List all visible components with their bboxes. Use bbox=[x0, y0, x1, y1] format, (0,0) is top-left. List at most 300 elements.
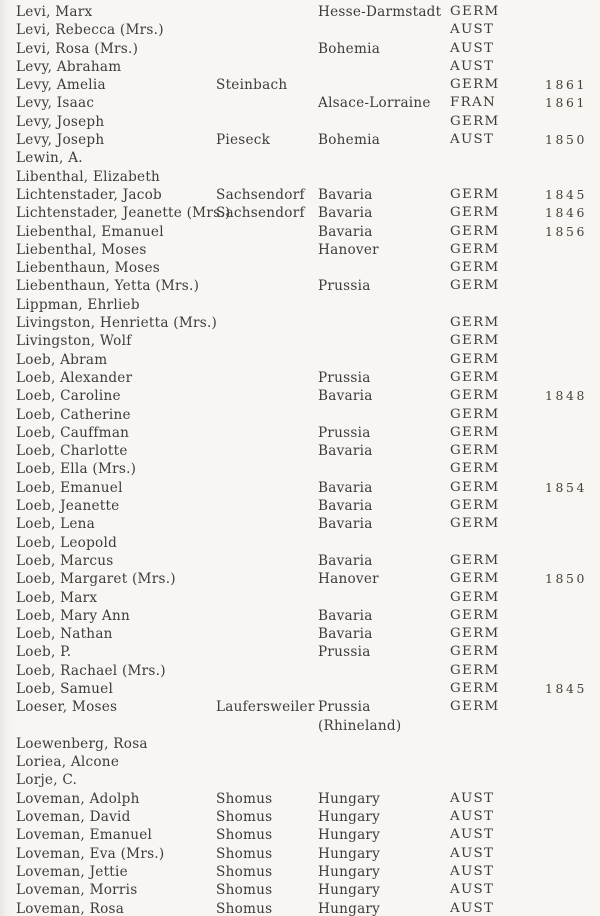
town-cell bbox=[216, 259, 318, 277]
year-cell bbox=[545, 168, 600, 186]
year-cell bbox=[545, 259, 600, 277]
town-cell bbox=[216, 223, 318, 241]
town-cell: Laufersweiler bbox=[216, 699, 315, 716]
region-cell: Bavaria bbox=[318, 479, 373, 496]
region-cell bbox=[318, 149, 450, 167]
region-cell: Hanover bbox=[318, 571, 379, 588]
region-cell: Hungary bbox=[318, 790, 381, 807]
region-cell: Bavaria bbox=[318, 443, 373, 460]
year-cell bbox=[545, 369, 600, 387]
region-cell: Prussia bbox=[318, 369, 371, 386]
entry-row bbox=[0, 460, 600, 478]
name-cell: Levi, Rosa (Mrs.) bbox=[16, 40, 139, 57]
entry-row bbox=[0, 570, 600, 588]
region-cell: (Rhineland) bbox=[318, 717, 402, 734]
region-cell bbox=[318, 351, 450, 369]
town-cell bbox=[216, 717, 318, 735]
entry-row bbox=[0, 680, 600, 698]
entry-row bbox=[0, 204, 600, 222]
year-cell bbox=[545, 863, 600, 881]
town-cell: Pieseck bbox=[216, 132, 271, 149]
town-cell bbox=[216, 149, 318, 167]
name-cell: Levy, Abraham bbox=[16, 58, 122, 75]
region-cell bbox=[318, 753, 450, 771]
entry-row bbox=[0, 113, 600, 131]
year-cell bbox=[545, 826, 600, 844]
entry-row bbox=[0, 387, 600, 405]
year-cell: 1861 bbox=[545, 77, 587, 93]
entry-row bbox=[0, 186, 600, 204]
town-cell: Shomus bbox=[216, 790, 273, 807]
region-cell bbox=[318, 296, 450, 314]
code-cell: GERM bbox=[450, 680, 500, 696]
entry-row bbox=[0, 223, 600, 241]
name-cell: Loriea, Alcone bbox=[16, 754, 120, 771]
entry-row bbox=[0, 790, 600, 808]
name-cell: Loeb, P. bbox=[16, 644, 72, 661]
entry-row bbox=[0, 534, 600, 552]
entry-row bbox=[0, 826, 600, 844]
code-cell: GERM bbox=[450, 388, 500, 404]
entry-row bbox=[0, 277, 600, 295]
town-cell bbox=[216, 771, 318, 789]
town-cell bbox=[216, 332, 318, 350]
year-cell bbox=[545, 21, 600, 39]
region-cell: Prussia bbox=[318, 424, 371, 441]
name-cell: Loeb, Mary Ann bbox=[16, 607, 130, 624]
year-cell bbox=[545, 625, 600, 643]
code-cell bbox=[450, 296, 545, 314]
year-cell bbox=[545, 534, 600, 552]
name-cell: Loeb, Leopold bbox=[16, 534, 118, 551]
name-cell: Levy, Isaac bbox=[16, 95, 95, 112]
town-cell bbox=[216, 40, 318, 58]
year-cell bbox=[545, 406, 600, 424]
year-cell bbox=[545, 460, 600, 478]
year-cell bbox=[545, 900, 600, 916]
entry-row bbox=[0, 369, 600, 387]
town-cell bbox=[216, 168, 318, 186]
code-cell: AUST bbox=[450, 827, 495, 843]
name-cell: Levy, Joseph bbox=[16, 132, 105, 149]
name-cell: Levy, Joseph bbox=[16, 113, 105, 130]
region-cell: Bohemia bbox=[318, 132, 381, 149]
entry-row bbox=[0, 845, 600, 863]
town-cell bbox=[216, 534, 318, 552]
region-cell bbox=[318, 680, 450, 698]
entry-row bbox=[0, 314, 600, 332]
year-cell bbox=[545, 753, 600, 771]
year-cell: 1848 bbox=[545, 388, 587, 404]
region-cell bbox=[318, 460, 450, 478]
name-cell: Lorje, C. bbox=[16, 772, 78, 789]
entry-row bbox=[0, 259, 600, 277]
region-cell bbox=[318, 259, 450, 277]
entry-row bbox=[0, 332, 600, 350]
code-cell: GERM bbox=[450, 443, 500, 459]
code-cell: FRAN bbox=[450, 95, 496, 111]
name-cell: Loeb, Marcus bbox=[16, 552, 114, 569]
entry-row bbox=[0, 149, 600, 167]
entry-row bbox=[0, 497, 600, 515]
entry-row bbox=[0, 76, 600, 94]
town-cell bbox=[216, 625, 318, 643]
code-cell bbox=[450, 771, 545, 789]
code-cell: GERM bbox=[450, 241, 500, 257]
code-cell: AUST bbox=[450, 882, 495, 898]
code-cell: GERM bbox=[450, 260, 500, 276]
name-cell: Lippman, Ehrlieb bbox=[16, 296, 140, 313]
name-cell: Levi, Rebecca (Mrs.) bbox=[16, 22, 164, 39]
region-cell: Hungary bbox=[318, 809, 381, 826]
code-cell: GERM bbox=[450, 424, 500, 440]
year-cell bbox=[545, 515, 600, 533]
code-cell: GERM bbox=[450, 644, 500, 660]
town-cell: Shomus bbox=[216, 845, 273, 862]
year-cell: 1845 bbox=[545, 680, 587, 696]
region-cell: Hanover bbox=[318, 241, 379, 258]
code-cell: AUST bbox=[450, 863, 495, 879]
region-cell bbox=[318, 168, 450, 186]
town-cell bbox=[216, 406, 318, 424]
town-cell bbox=[216, 442, 318, 460]
region-cell: Prussia bbox=[318, 278, 371, 295]
town-cell bbox=[216, 241, 318, 259]
entry-row bbox=[0, 900, 600, 916]
entry-row bbox=[0, 3, 600, 21]
code-cell: GERM bbox=[450, 186, 500, 202]
name-cell: Loveman, Adolph bbox=[16, 790, 140, 807]
town-cell bbox=[216, 277, 318, 295]
town-cell bbox=[216, 479, 318, 497]
name-cell: Loeb, Nathan bbox=[16, 626, 113, 643]
year-cell bbox=[545, 771, 600, 789]
name-cell: Loeb, Emanuel bbox=[16, 479, 123, 496]
code-cell: GERM bbox=[450, 516, 500, 532]
code-cell bbox=[450, 534, 545, 552]
town-cell bbox=[216, 607, 318, 625]
region-cell bbox=[318, 76, 450, 94]
year-cell bbox=[545, 589, 600, 607]
entry-row bbox=[0, 296, 600, 314]
entry-row bbox=[0, 424, 600, 442]
code-cell: GERM bbox=[450, 607, 500, 623]
code-cell bbox=[450, 717, 545, 735]
region-cell bbox=[318, 534, 450, 552]
region-cell bbox=[318, 332, 450, 350]
town-cell bbox=[216, 314, 318, 332]
name-cell: Loeb, Jeanette bbox=[16, 498, 120, 515]
code-cell: GERM bbox=[450, 113, 500, 129]
region-cell bbox=[318, 771, 450, 789]
year-cell: 1856 bbox=[545, 223, 587, 239]
name-cell: Lichtenstader, Jeanette (Mrs.) bbox=[16, 205, 231, 222]
name-cell: Loveman, Jettie bbox=[16, 863, 128, 880]
code-cell: GERM bbox=[450, 571, 500, 587]
code-cell: GERM bbox=[450, 498, 500, 514]
code-cell: GERM bbox=[450, 406, 500, 422]
region-cell: Alsace-Lorraine bbox=[318, 95, 431, 112]
code-cell: GERM bbox=[450, 4, 500, 19]
code-cell: GERM bbox=[450, 626, 500, 642]
region-cell bbox=[318, 406, 450, 424]
entry-row bbox=[0, 94, 600, 112]
town-cell: Shomus bbox=[216, 863, 273, 880]
code-cell: AUST bbox=[450, 900, 495, 916]
name-cell bbox=[16, 717, 216, 735]
code-cell: AUST bbox=[450, 22, 495, 38]
region-cell: Bavaria bbox=[318, 626, 373, 643]
year-cell bbox=[545, 58, 600, 76]
town-cell bbox=[216, 753, 318, 771]
region-cell: Bavaria bbox=[318, 388, 373, 405]
town-cell bbox=[216, 296, 318, 314]
entries-list bbox=[0, 3, 600, 916]
town-cell bbox=[216, 369, 318, 387]
name-cell: Libenthal, Elizabeth bbox=[16, 168, 161, 185]
year-cell bbox=[545, 3, 600, 21]
code-cell: GERM bbox=[450, 369, 500, 385]
region-cell: Hesse-Darmstadt bbox=[318, 4, 442, 20]
code-cell bbox=[450, 753, 545, 771]
name-cell: Loeb, Alexander bbox=[16, 369, 133, 386]
year-cell: 1846 bbox=[545, 205, 587, 221]
name-cell: Livingston, Henrietta (Mrs.) bbox=[16, 315, 218, 332]
entry-row bbox=[0, 442, 600, 460]
entry-row bbox=[0, 21, 600, 39]
region-cell bbox=[318, 113, 450, 131]
year-cell bbox=[545, 643, 600, 661]
code-cell: GERM bbox=[450, 333, 500, 349]
year-cell bbox=[545, 607, 600, 625]
town-cell bbox=[216, 460, 318, 478]
code-cell: GERM bbox=[450, 278, 500, 294]
year-cell bbox=[545, 662, 600, 680]
town-cell: Sachsendorf bbox=[216, 186, 305, 203]
year-cell bbox=[545, 845, 600, 863]
code-cell: GERM bbox=[450, 662, 500, 678]
code-cell bbox=[450, 735, 545, 753]
region-cell bbox=[318, 58, 450, 76]
town-cell: Steinbach bbox=[216, 77, 288, 94]
year-cell bbox=[545, 149, 600, 167]
entry-row bbox=[0, 168, 600, 186]
name-cell: Loeb, Cauffman bbox=[16, 424, 130, 441]
region-cell: Hungary bbox=[318, 882, 381, 899]
town-cell bbox=[216, 735, 318, 753]
region-cell: Bavaria bbox=[318, 205, 373, 222]
entry-row-continuation bbox=[0, 717, 600, 735]
year-cell bbox=[545, 241, 600, 259]
town-cell bbox=[216, 680, 318, 698]
region-cell bbox=[318, 589, 450, 607]
town-cell bbox=[216, 570, 318, 588]
year-cell bbox=[545, 790, 600, 808]
region-cell bbox=[318, 314, 450, 332]
code-cell: AUST bbox=[450, 40, 495, 56]
name-cell: Loeb, Margaret (Mrs.) bbox=[16, 571, 176, 588]
name-cell: Levy, Amelia bbox=[16, 77, 106, 94]
entry-row bbox=[0, 662, 600, 680]
entry-row bbox=[0, 552, 600, 570]
town-cell bbox=[216, 552, 318, 570]
region-cell: Bavaria bbox=[318, 552, 373, 569]
town-cell bbox=[216, 387, 318, 405]
town-cell bbox=[216, 589, 318, 607]
year-cell bbox=[545, 717, 600, 735]
code-cell bbox=[450, 149, 545, 167]
entry-row bbox=[0, 58, 600, 76]
code-cell: GERM bbox=[450, 479, 500, 495]
entry-row bbox=[0, 351, 600, 369]
year-cell bbox=[545, 552, 600, 570]
name-cell: Liebenthal, Emanuel bbox=[16, 223, 164, 240]
entry-row bbox=[0, 808, 600, 826]
region-cell bbox=[318, 21, 450, 39]
entry-row bbox=[0, 607, 600, 625]
region-cell: Prussia bbox=[318, 699, 371, 716]
code-cell: GERM bbox=[450, 315, 500, 331]
name-cell: Loveman, Eva (Mrs.) bbox=[16, 845, 165, 862]
code-cell: GERM bbox=[450, 589, 500, 605]
region-cell: Bavaria bbox=[318, 186, 373, 203]
town-cell bbox=[216, 58, 318, 76]
year-cell bbox=[545, 351, 600, 369]
town-cell bbox=[216, 424, 318, 442]
code-cell: GERM bbox=[450, 552, 500, 568]
year-cell bbox=[545, 332, 600, 350]
year-cell: 1861 bbox=[545, 95, 587, 111]
year-cell bbox=[545, 698, 600, 716]
region-cell bbox=[318, 662, 450, 680]
town-cell: Shomus bbox=[216, 809, 273, 826]
region-cell: Hungary bbox=[318, 900, 381, 916]
year-cell: 1850 bbox=[545, 571, 587, 587]
year-cell bbox=[545, 881, 600, 899]
name-cell: Loeser, Moses bbox=[16, 699, 118, 716]
town-cell bbox=[216, 662, 318, 680]
region-cell: Bohemia bbox=[318, 40, 381, 57]
year-cell bbox=[545, 113, 600, 131]
code-cell bbox=[450, 168, 545, 186]
name-cell: Levi, Marx bbox=[16, 4, 93, 20]
region-cell: Bavaria bbox=[318, 498, 373, 515]
entry-row bbox=[0, 40, 600, 58]
code-cell: GERM bbox=[450, 205, 500, 221]
town-cell bbox=[216, 515, 318, 533]
entry-row bbox=[0, 589, 600, 607]
code-cell: AUST bbox=[450, 132, 495, 148]
code-cell: AUST bbox=[450, 809, 495, 825]
entry-row bbox=[0, 735, 600, 753]
name-cell: Liebenthaun, Yetta (Mrs.) bbox=[16, 278, 200, 295]
entry-row bbox=[0, 863, 600, 881]
entry-row bbox=[0, 131, 600, 149]
entry-row bbox=[0, 643, 600, 661]
name-cell: Loewenberg, Rosa bbox=[16, 735, 148, 752]
year-cell bbox=[545, 296, 600, 314]
name-cell: Loeb, Catherine bbox=[16, 406, 131, 423]
code-cell: GERM bbox=[450, 699, 500, 715]
name-cell: Loeb, Rachael (Mrs.) bbox=[16, 662, 166, 679]
year-cell bbox=[545, 424, 600, 442]
name-cell: Loeb, Marx bbox=[16, 589, 98, 606]
name-cell: Loveman, Emanuel bbox=[16, 827, 153, 844]
name-cell: Loeb, Abram bbox=[16, 351, 108, 368]
entry-row bbox=[0, 771, 600, 789]
code-cell: AUST bbox=[450, 845, 495, 861]
code-cell: GERM bbox=[450, 351, 500, 367]
year-cell bbox=[545, 40, 600, 58]
name-cell: Liebenthal, Moses bbox=[16, 241, 147, 258]
name-cell: Lichtenstader, Jacob bbox=[16, 186, 162, 203]
code-cell: GERM bbox=[450, 77, 500, 93]
year-cell bbox=[545, 277, 600, 295]
entry-row bbox=[0, 698, 600, 716]
town-cell bbox=[216, 643, 318, 661]
code-cell: AUST bbox=[450, 790, 495, 806]
name-cell: Loveman, David bbox=[16, 809, 131, 826]
town-cell: Shomus bbox=[216, 900, 273, 916]
name-cell: Loveman, Morris bbox=[16, 882, 138, 899]
town-cell bbox=[216, 113, 318, 131]
town-cell bbox=[216, 94, 318, 112]
name-cell: Loeb, Ella (Mrs.) bbox=[16, 461, 137, 478]
town-cell bbox=[216, 21, 318, 39]
name-cell: Loeb, Charlotte bbox=[16, 443, 128, 460]
region-cell: Bavaria bbox=[318, 607, 373, 624]
name-cell: Loeb, Caroline bbox=[16, 388, 121, 405]
region-cell: Hungary bbox=[318, 827, 381, 844]
code-cell: GERM bbox=[450, 223, 500, 239]
name-cell: Loeb, Samuel bbox=[16, 680, 114, 697]
region-cell: Bavaria bbox=[318, 223, 373, 240]
code-cell: GERM bbox=[450, 461, 500, 477]
entry-row bbox=[0, 753, 600, 771]
year-cell bbox=[545, 808, 600, 826]
town-cell bbox=[216, 351, 318, 369]
town-cell bbox=[216, 3, 318, 21]
town-cell: Shomus bbox=[216, 882, 273, 899]
region-cell bbox=[318, 735, 450, 753]
name-cell: Loveman, Rosa bbox=[16, 900, 125, 916]
town-cell: Shomus bbox=[216, 827, 273, 844]
town-cell: Sachsendorf bbox=[216, 205, 305, 222]
year-cell: 1854 bbox=[545, 479, 587, 495]
entry-row bbox=[0, 881, 600, 899]
code-cell: AUST bbox=[450, 58, 495, 74]
name-cell: Livingston, Wolf bbox=[16, 333, 132, 350]
year-cell bbox=[545, 314, 600, 332]
entry-row bbox=[0, 241, 600, 259]
region-cell: Bavaria bbox=[318, 516, 373, 533]
region-cell: Hungary bbox=[318, 845, 381, 862]
year-cell bbox=[545, 497, 600, 515]
entry-row bbox=[0, 406, 600, 424]
year-cell: 1845 bbox=[545, 186, 587, 202]
entry-row bbox=[0, 479, 600, 497]
name-cell: Liebenthaun, Moses bbox=[16, 260, 160, 277]
region-cell: Hungary bbox=[318, 863, 381, 880]
year-cell bbox=[545, 442, 600, 460]
year-cell: 1850 bbox=[545, 132, 587, 148]
town-cell bbox=[216, 497, 318, 515]
name-cell: Lewin, A. bbox=[16, 150, 83, 167]
name-cell: Loeb, Lena bbox=[16, 516, 96, 533]
year-cell bbox=[545, 735, 600, 753]
region-cell: Prussia bbox=[318, 644, 371, 661]
entry-row bbox=[0, 515, 600, 533]
